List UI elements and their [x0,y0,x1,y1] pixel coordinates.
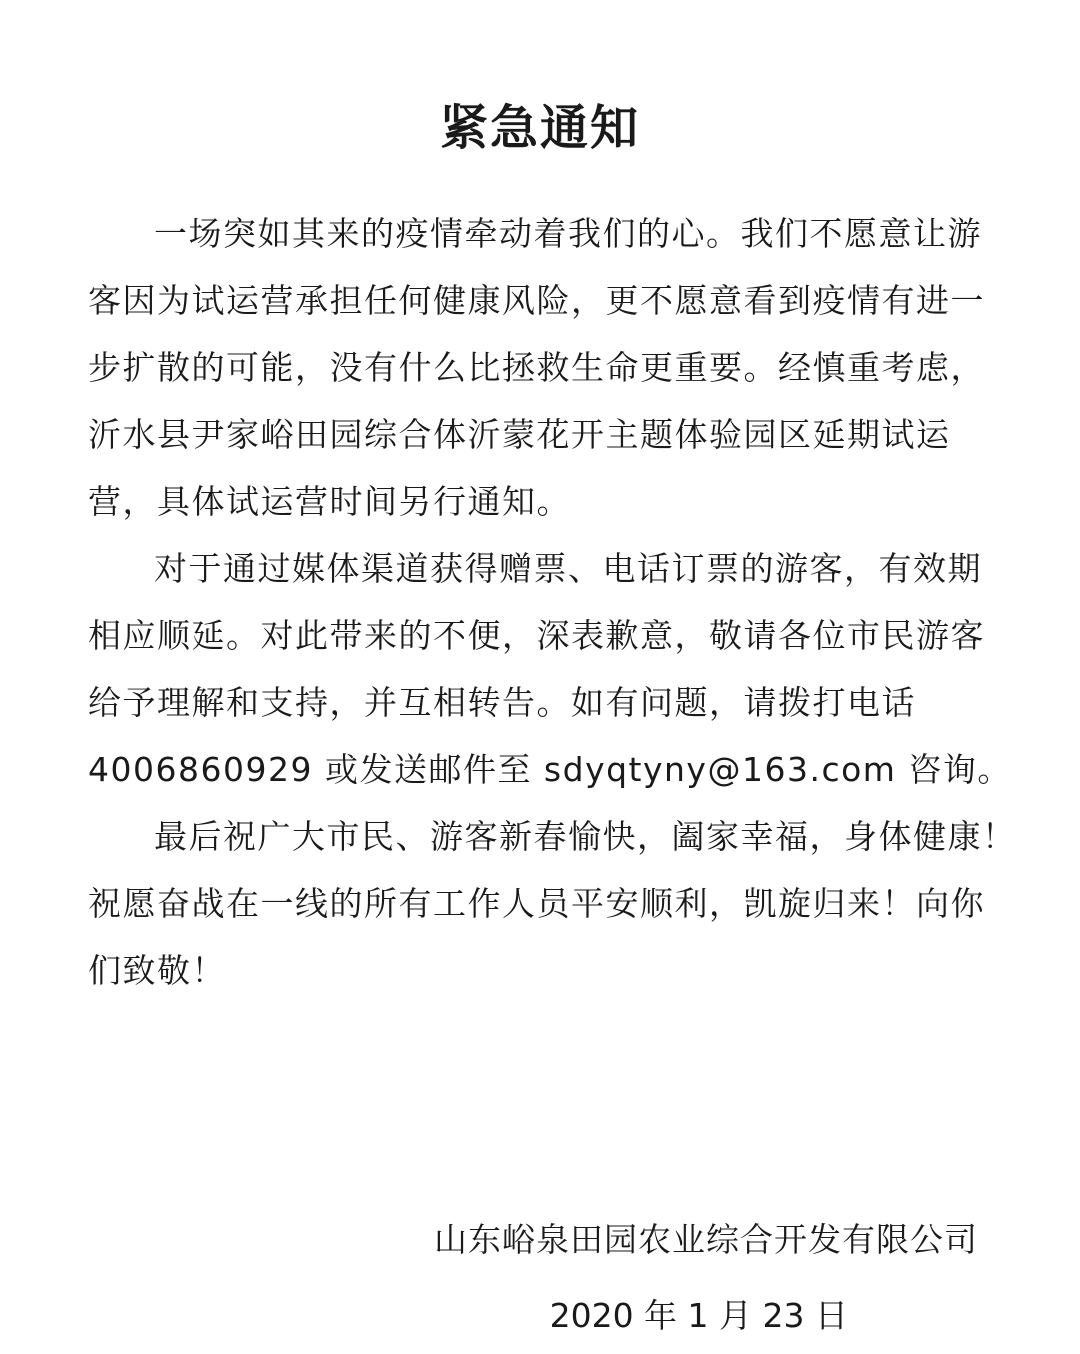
text-line: 客因为试运营承担任何健康风险，更不愿意看到疫情有进一 [88,281,985,320]
text-line: 一场突如其来的疫情牵动着我们的心。我们不愿意让游 [154,214,982,253]
signature-block [434,1210,978,1346]
notice-title: 紧急通知 [439,100,640,157]
text-line: 最后祝广大市民、游客新春愉快，阖家幸福，身体健康！ [154,817,1017,856]
paragraph-greetings [88,803,1017,1004]
company-name: 山东峪泉田园农业综合开发有限公司 [434,1220,978,1259]
notice-body [88,200,1017,1004]
text-line: 给予理解和支持，并互相转告。如有问题，请拨打电话 [88,683,916,722]
text-line: 营，具体试运营时间另行通知。 [88,482,571,521]
paragraph-postponement [88,200,988,535]
text-line: 相应顺延。对此带来的不便，深表歉意，敬请各位市民游客 [88,616,985,655]
text-line: 们致敬！ [88,951,226,990]
paragraph-ticket-extension [88,535,1012,803]
notice-date: 2020 年 1 月 23 日 [549,1296,848,1335]
text-line: 祝愿奋战在一线的所有工作人员平安顺利，凯旋归来！向你 [88,884,985,923]
text-line: 步扩散的可能，没有什么比拯救生命更重要。经慎重考虑， [88,348,985,387]
text-line: 沂水县尹家峪田园综合体沂蒙花开主题体验园区延期试运 [88,415,951,454]
text-line: 对于通过媒体渠道获得赠票、电话订票的游客，有效期 [154,549,982,588]
contact-line: 4006860929 或发送邮件至 sdyqtyny@163.com 咨询。 [88,750,1012,789]
